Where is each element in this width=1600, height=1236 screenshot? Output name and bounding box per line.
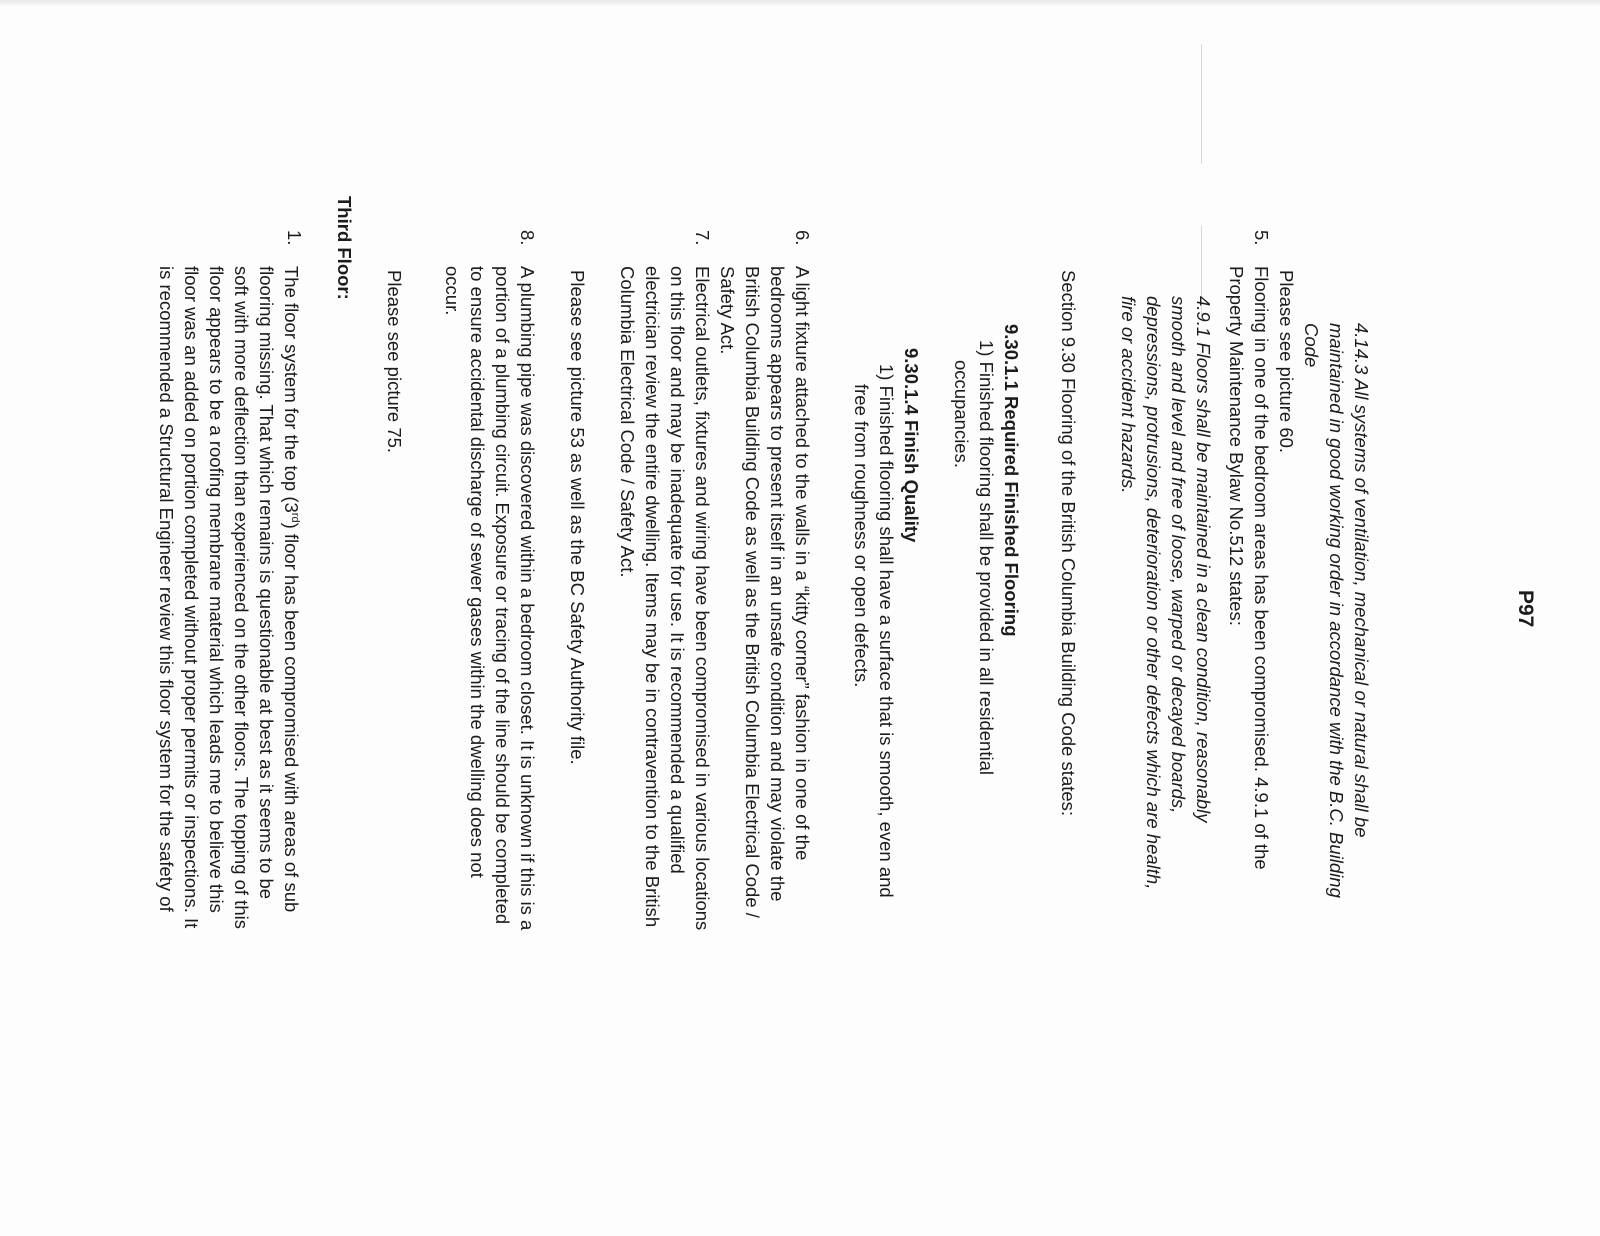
item-number: 6. xyxy=(792,230,813,246)
rotated-document-body xyxy=(150,170,1590,1130)
scan-edge-shadow xyxy=(0,0,1600,6)
item-line: flooring missing. That which remains is questionable at best as it seems to be xyxy=(255,266,277,900)
quote-line: depressions, protrusions, deterioration or other defects which are health, xyxy=(1143,296,1164,890)
quote-line: Code xyxy=(1301,323,1322,368)
page-number: P97 xyxy=(1514,590,1537,628)
item-number: 7. xyxy=(692,230,713,246)
item-line: to ensure accidental discharge of sewer gases within the dwelling does not xyxy=(467,266,488,878)
section-line: free from roughness or open defects. xyxy=(851,384,872,688)
item-6 xyxy=(715,230,815,918)
item-line: Flooring in one of the bedroom areas has been compromised. 4.9.1 of the xyxy=(1251,266,1272,870)
item-line: soft with more deflection than experienced on the other floors. The topping of this xyxy=(230,266,252,929)
see-picture-53: Please see picture 53 as well as the BC Safety Authority file. xyxy=(567,270,588,765)
quote-line: maintained in good working order in accordance with the B.C. Building xyxy=(1326,323,1347,898)
item-line: electrician review the entire dwelling. Items may be in contravention to the British xyxy=(642,266,663,928)
see-picture-60: Please see picture 60. xyxy=(1276,270,1297,454)
item-line: floor appears to be a roofing membrane material which leads me to believe this xyxy=(205,266,227,913)
item-number: 8. xyxy=(517,230,538,246)
section-line: occupancies. xyxy=(951,360,972,468)
item-line: on this floor and may be inadequate for use. It is recommended a qualified xyxy=(667,266,688,874)
quote-4-14-3 xyxy=(1299,323,1374,898)
scan-margin-mark xyxy=(1201,44,1202,164)
item-line: A plumbing pipe was discovered within a bedroom closet. It is unknown if this is a xyxy=(517,266,538,931)
section-heading: 9.30.1.4 Finish Quality xyxy=(901,348,922,543)
item-line: is recommended a Structural Engineer review this floor system for the safety of xyxy=(155,266,177,912)
item-line: portion of a plumbing circuit. Exposure or tracing of the line should be completed xyxy=(492,266,513,925)
item-line: A light fixture attached to the walls in a “kitty corner” fashion in one of the xyxy=(792,266,813,861)
section-9-30-1-1 xyxy=(949,324,1024,775)
quote-line: smooth and level and free of loose, warped or decayed boards, xyxy=(1168,296,1189,814)
quote-line: 4.9.1 Floors shall be maintained in a clean condition, reasonably xyxy=(1193,296,1214,823)
quote-line: fire or accident hazards. xyxy=(1118,296,1139,494)
quote-4-9-1 xyxy=(1116,296,1216,889)
item-number: 1. xyxy=(284,230,305,246)
item-8 xyxy=(440,230,540,930)
ordinal-suffix: rd xyxy=(289,512,301,523)
section-9-30-1-4 xyxy=(849,348,924,898)
quote-line: 4.14.3 All systems of ventilation, mechanical or natural shall be xyxy=(1351,323,1372,838)
item-line: British Columbia Building Code as well as the British Columbia Electrical Code / xyxy=(742,266,763,918)
item-7 xyxy=(615,230,715,930)
section-heading: 9.30.1.1 Required Finished Flooring xyxy=(1001,324,1022,637)
section-line: 1) Finished flooring shall have a surface that is smooth, even and xyxy=(876,364,897,898)
third-floor-heading: Third Floor: xyxy=(334,196,355,300)
item-line: Safety Act. xyxy=(717,266,738,355)
item-line: bedrooms appears to present itself in an unsafe condition and may violate the xyxy=(767,266,788,902)
see-picture-75: Please see picture 75. xyxy=(384,270,405,454)
item-line: Electrical outlets, fixtures and wiring have been compromised in various locations xyxy=(692,266,713,931)
item-line xyxy=(279,266,307,929)
item-line: occur. xyxy=(442,266,463,316)
item-5 xyxy=(1224,230,1274,870)
item-line: Property Maintenance Bylaw No.512 states: xyxy=(1226,266,1247,626)
section-9-30-intro: Section 9.30 Flooring of the British Columbia Building Code states: xyxy=(1058,270,1079,817)
item-line: Columbia Electrical Code / Safety Act. xyxy=(617,266,638,578)
item-number: 5. xyxy=(1251,230,1272,246)
item-text: The floor system for the top (3 xyxy=(280,266,302,513)
third-floor-item-1 xyxy=(154,230,307,929)
section-line: 1) Finished flooring shall be provided in all residential xyxy=(976,340,997,775)
item-line: floor was an added on portion completed without proper permits or inspections. It xyxy=(180,266,202,929)
item-text: ) floor has been compromised with areas of sub xyxy=(280,522,302,913)
